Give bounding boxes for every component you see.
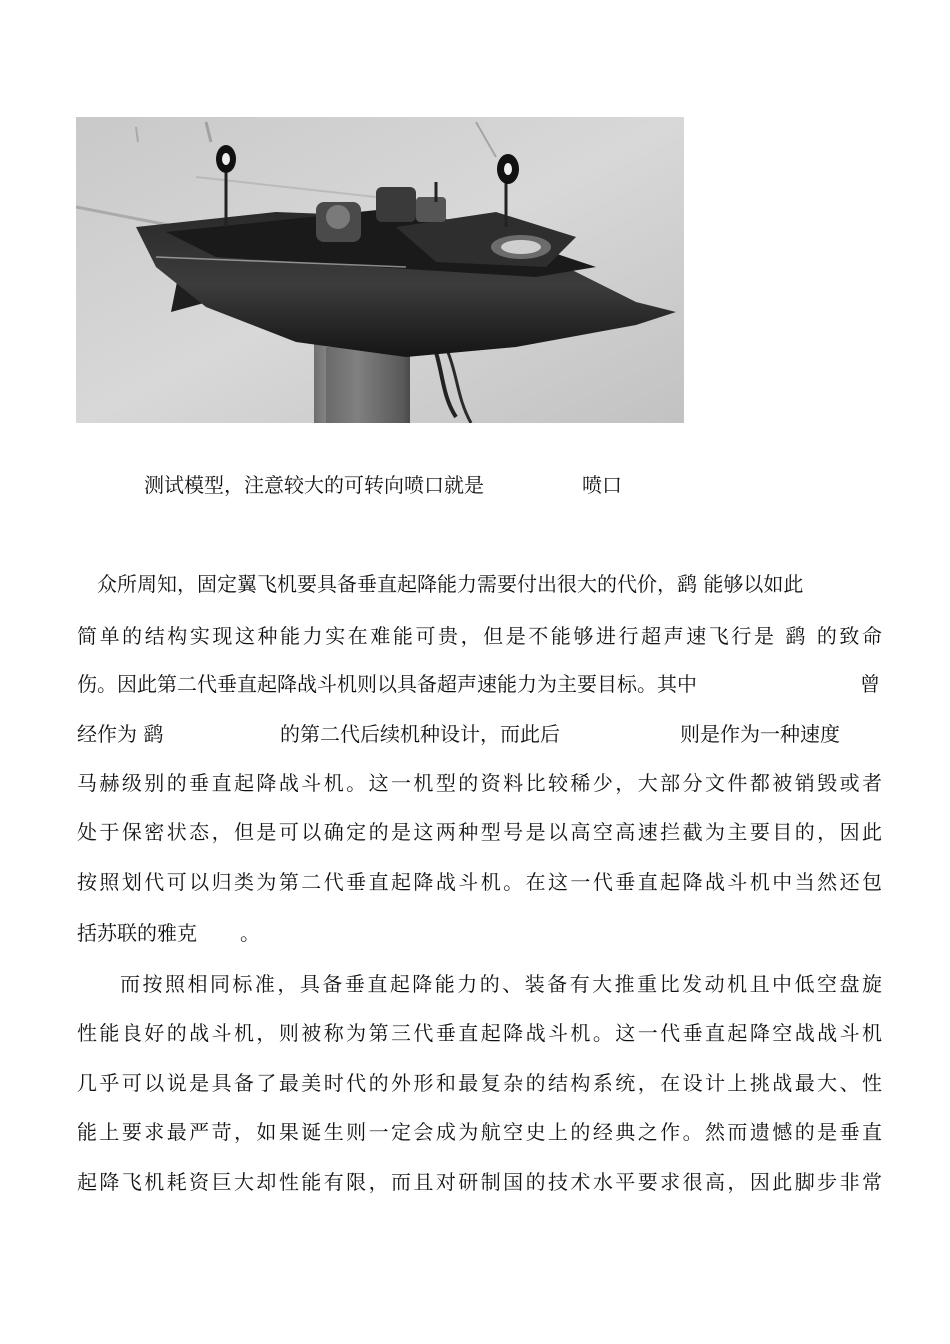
figure-caption-left: 测试模型，注意较大的可转向喷口就是 — [144, 473, 484, 497]
paragraph1-line2: 简单的结构实现这种能力实在难能可贵，但是不能够进行超声速飞行是 鹞 的致命 — [77, 624, 882, 648]
paragraph2-line2: 性能良好的战斗机，则被称为第三代垂直起降战斗机。这一代垂直起降空战战斗机 — [77, 1021, 882, 1045]
paragraph1-line3-a: 伤。因此第二代垂直起降战斗机则以具备超声速能力为主要目标。其中 — [77, 672, 697, 696]
paragraph1-line6: 处于保密状态，但是可以确定的是这两种型号是以高空高速拦截为主要目的，因此 — [77, 820, 882, 844]
paragraph2-line5: 起降飞机耗资巨大却性能有限，而且对研制国的技术水平要求很高，因此脚步非常 — [77, 1170, 882, 1194]
paragraph1-line5: 马赫级别的垂直起降战斗机。这一机型的资料比较稀少，大部分文件都被销毁或者 — [77, 771, 882, 795]
paragraph1-line8-b: 。 — [240, 921, 260, 945]
paragraph2-line3: 几乎可以说是具备了最美时代的外形和最复杂的结构系统，在设计上挑战最大、性 — [77, 1071, 882, 1095]
paragraph1-line4-a: 经作为 鹞 — [77, 722, 164, 746]
paragraph2-line4: 能上要求最严苛，如果诞生则一定会成为航空史上的经典之作。然而遗憾的是垂直 — [77, 1120, 882, 1144]
paragraph1-line7: 按照划代可以归类为第二代垂直起降战斗机。在这一代垂直起降战斗机中当然还包 — [77, 870, 882, 894]
paragraph1-line3-b: 曾 — [860, 672, 880, 696]
paragraph2-line1: 而按照相同标准，具备垂直起降能力的、装备有大推重比发动机且中低空盘旋 — [120, 972, 882, 996]
test-model-photo — [76, 117, 684, 423]
paragraph1-line8-a: 括苏联的雅克 — [77, 921, 197, 945]
paragraph1-line1: 众所周知，固定翼飞机要具备垂直起降能力需要付出很大的代价，鹞 能够以如此 — [97, 572, 804, 596]
paragraph1-line4-b: 的第二代后续机种设计，而此后 — [280, 722, 560, 746]
paragraph1-line4-c: 则是作为一种速度 — [680, 722, 840, 746]
figure-caption-right: 喷口 — [582, 473, 622, 497]
